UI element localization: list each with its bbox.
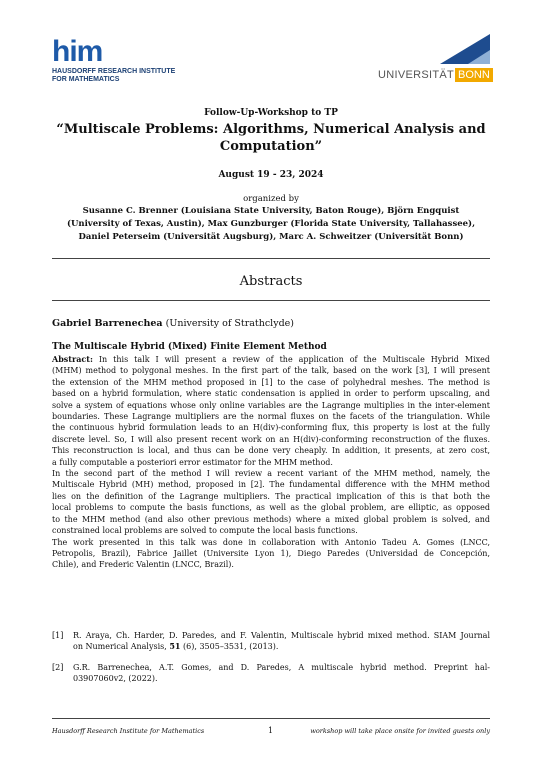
organizers-line: Daniel Peterseim (Universität Augsburg), Marc A. Schweitzer (Universität Bonn) [78, 232, 464, 242]
abstract-text [52, 354, 490, 571]
abstract-line: lies on the definition of the Lagrange multipliers. The practical implication of this is that both the [52, 491, 490, 501]
workshop-title-line1: “Multiscale Problems: Algorithms, Numerical Analysis and [56, 122, 486, 137]
workshop-dates: August 19 - 23, 2024 [218, 170, 324, 180]
abstract-line: to the MHM method (and also other previous methods) where a mixed global problem is solved, and [52, 514, 490, 524]
reference-number: [2] [52, 662, 64, 672]
abstract-line: In the second part of the method I will review a recent variant of the MHM method, namely, the [52, 469, 490, 479]
footer-institute: Hausdorff Research Institute for Mathematics [52, 727, 205, 735]
abstract-line: a fully computable a posteriori error estimator for the MHM method. [52, 457, 333, 467]
abstract-line: boundaries. These Lagrange multipliers are the normal fluxes on the facets of the triangulation. While [52, 412, 490, 422]
workshop-title [52, 121, 490, 155]
footer-note: workshop will take place onsite for invited guests only [310, 727, 490, 735]
workshop-title-line2: Computation” [219, 139, 323, 154]
divider [52, 258, 490, 259]
abstract-line: the continuous hybrid formulation leads to an H(div)-conforming flux, this property is lost at the fully [52, 423, 490, 433]
him-logo [52, 35, 176, 84]
talk-title: The Multiscale Hybrid (Mixed) Finite Element Method [52, 342, 327, 352]
abstract-line: Petropolis, Brazil), Fabrice Jaillet (Universite Lyon 1), Diego Paredes (Universidad de Concepción, [52, 548, 490, 558]
organized-by-label: organized by [243, 194, 299, 204]
speaker [52, 318, 294, 329]
reference-line: 03907060v2, (2022). [73, 674, 158, 684]
workshop-subtitle: Follow-Up-Workshop to TP [204, 108, 338, 118]
reference-volume: 51 [169, 641, 181, 652]
abstract-line: the extension of the MHM method proposed in [1] to the case of polyhedral meshes. The method is [52, 377, 490, 387]
institute-name-line1: HAUSDORFF RESEARCH INSTITUTE [52, 68, 176, 75]
organizers-line: Susanne C. Brenner (Louisiana State University, Baton Rouge), Björn Engquist [82, 206, 460, 216]
abstract-line: local problems to compute the basis functions, as well as the global problem, are elliptic, as opposed [52, 503, 490, 513]
organizers-line: (University of Texas, Austin), Max Gunzburger (Florida State University, Tallahassee), [66, 219, 476, 229]
reference-line: R. Araya, Ch. Harder, D. Paredes, and F. Valentin, Multiscale hybrid mixed method. SIAM Journal [73, 631, 490, 640]
reference-line: on Numerical Analysis, 51 (6), 3505–3531, (2013). [73, 641, 279, 652]
abstract-line: discrete level. So, I will also present recent work on an H(div)-conforming reconstruction of the fluxes. [52, 434, 490, 444]
institute-name-line2: FOR MATHEMATICS [52, 76, 120, 83]
abstract-line: This reconstruction is local, and thus can be done very cheaply. In addition, it presents, at zero cost, [52, 446, 490, 456]
abstract-line: constrained local problems are solved to compute the local basis functions. [52, 526, 358, 536]
university-bonn-wordmark [378, 68, 493, 82]
speaker-affiliation: (University of Strathclyde) [165, 318, 294, 329]
abstracts-heading: Abstracts [239, 274, 303, 289]
universitaet-text: UNIVERSITÄT [378, 69, 455, 81]
abstract-line: solve a system of equations whose only online variables are the Lagrange multiplies in the inter-element [52, 400, 490, 410]
reference-item [52, 630, 490, 653]
abstract-line: Multiscale Hybrid (MH) method, proposed in [2]. The fundamental difference with the MHM method [52, 480, 490, 490]
organizers-list [52, 205, 490, 244]
abstract-line: (MHM) method to polygonal meshes. In the first part of the talk, based on the work [3], I will present [52, 366, 490, 376]
speaker-name: Gabriel Barrenechea [52, 318, 163, 329]
abstract-line: Chile), and Frederic Valentin (LNCC, Brazil). [52, 560, 234, 570]
abstract-line: Abstract: In this talk I will present a review of the application of the Multiscale Hybrid Mixed [52, 354, 490, 364]
reference-line: G.R. Barrenechea, A.T. Gomes, and D. Paredes, A multiscale hybrid method. Preprint hal- [73, 662, 490, 672]
bonn-text: BONN [455, 68, 493, 82]
reference-number: [1] [52, 631, 64, 640]
page-number: 1 [268, 726, 274, 735]
abstract-line: The work presented in this talk was done in collaboration with Antonio Tadeu A. Gomes (LNCC, [52, 537, 490, 547]
footer-divider [52, 718, 490, 719]
abstract-label: Abstract: [52, 354, 93, 364]
abstract-line: based on a hybrid formulation, where static condensation is applied in order to perform upscaling, and [52, 389, 490, 399]
references-list [52, 630, 490, 694]
him-logo-text: him [52, 35, 103, 68]
reference-item [52, 662, 490, 685]
divider [52, 300, 490, 301]
